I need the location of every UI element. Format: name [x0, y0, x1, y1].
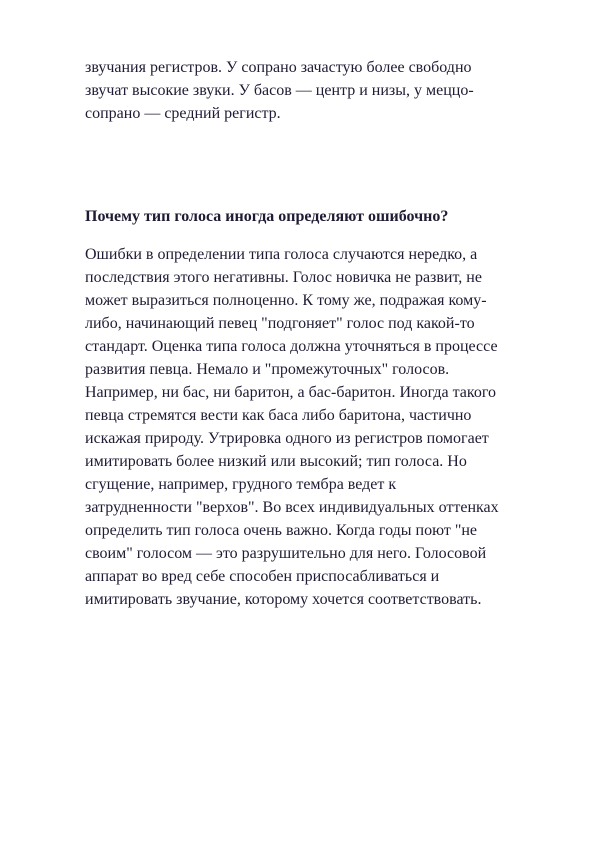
body-line: певца стремятся вести как баса либо баритона, частично — [85, 407, 472, 424]
body-line: последствия этого негативны. Голос новичка не развит, не — [85, 269, 482, 286]
body-line: своим" голосом — это разрушительно для него. Голосовой — [85, 545, 487, 562]
body-line: либо, начинающий певец "подгоняет" голос под какой-то — [85, 315, 475, 332]
body-line: имитировать более низкий или высокий; тип голоса. Но — [85, 453, 467, 470]
body-line: определить тип голоса очень важно. Когда годы поют "не — [85, 522, 478, 539]
body-line: затрудненности "верхов". Во всех индивидуальных оттенках — [85, 499, 499, 516]
body-line: Ошибки в определении типа голоса случаются нередко, а — [85, 246, 478, 263]
intro-line: сопрано — средний регистр. — [85, 105, 281, 122]
body-line: аппарат во вред себе способен приспосабливаться и — [85, 568, 440, 585]
body-line: сгущение, например, грудного тембра ведет к — [85, 476, 397, 493]
body-line: стандарт. Оценка типа голоса должна уточняться в процессе — [85, 338, 498, 355]
body-line: может выразиться полноценно. К тому же, подражая кому- — [85, 292, 487, 309]
intro-line: звучат высокие звуки. У басов — центр и низы, у меццо- — [85, 82, 474, 99]
intro-line: звучания регистров. У сопрано зачастую более свободно — [85, 59, 472, 76]
body-line: имитировать звучание, которому хочется соответствовать. — [85, 591, 482, 608]
body-line: развития певца. Немало и "промежуточных" голосов. — [85, 361, 450, 378]
section-heading: Почему тип голоса иногда определяют ошибочно? — [85, 208, 449, 225]
body-line: Например, ни бас, ни баритон, а бас-баритон. Иногда такого — [85, 384, 496, 401]
body-line: искажая природу. Утрировка одного из регистров помогает — [85, 430, 489, 447]
